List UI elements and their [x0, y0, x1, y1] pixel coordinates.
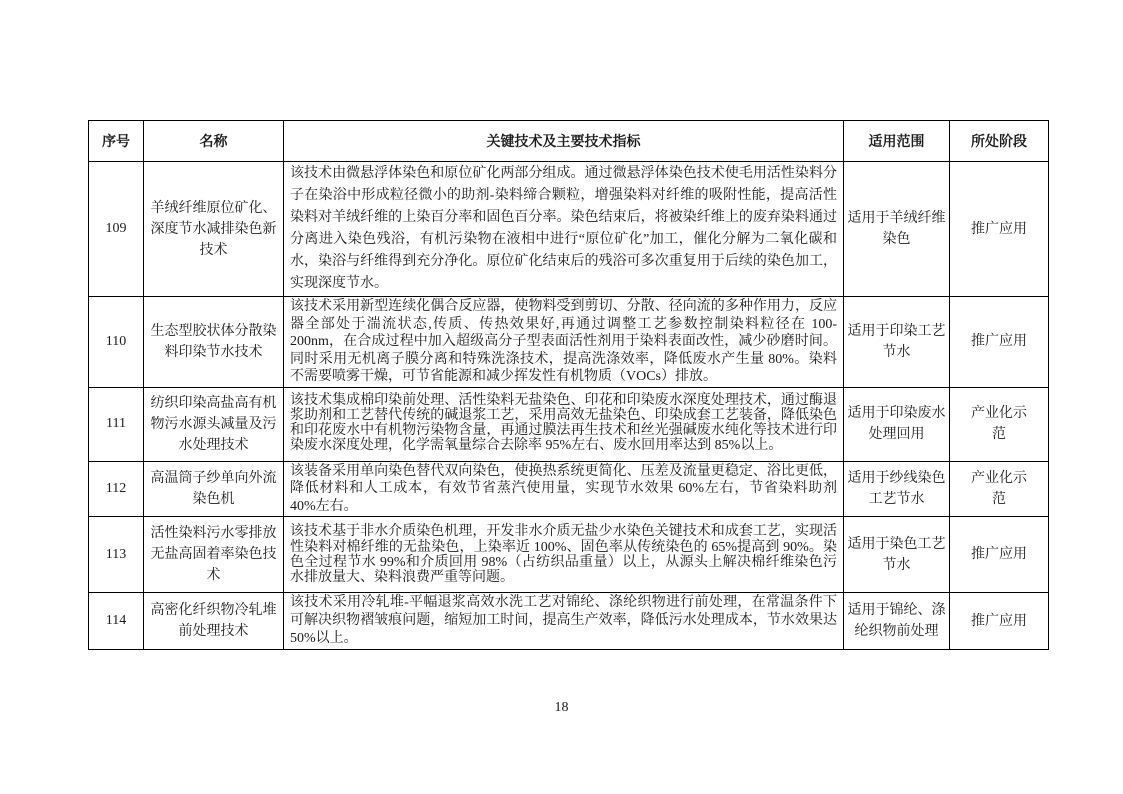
- row-stage-cell: 产业化示范: [950, 461, 1049, 517]
- row-tech-cell: 该技术采用冷轧堆-平幅退浆高效水洗工艺对锦纶、涤纶织物进行前处理，在常温条件下可解决织物褶皱痕问题，缩短加工时间，提高生产效率，降低污水处理成本，节水效果达 50%以上。: [284, 593, 844, 650]
- row-index-cell: 109: [89, 162, 144, 297]
- row-tech-cell: 该技术由微悬浮体染色和原位矿化两部分组成。通过微悬浮体染色技术使毛用活性染料分子在染浴中形成粒径微小的助剂-染料缔合颗粒，增强染料对纤维的吸附性能，提高活性染料对羊绒纤维的上染百分率和固色百分率。染色结束后，将被染纤维上的废弃染料通过分离进入染色残浴，有机污染物在液相中进行“原位矿化”加工，催化分解为二氧化碳和水，染浴与纤维得到充分净化。原位矿化结束后的残浴可多次重复用于后续的染色加工，实现深度节水。: [284, 162, 844, 297]
- row-name-cell: 羊绒纤维原位矿化、深度节水减排染色新技术: [144, 162, 284, 297]
- row-index-cell: 112: [89, 461, 144, 517]
- table-row: [89, 517, 1049, 593]
- row-scope-cell: 适用于羊绒纤维染色: [844, 162, 950, 297]
- row-scope-cell: 适用于印染工艺节水: [844, 297, 950, 388]
- table-row: [89, 162, 1049, 297]
- row-index-cell: 113: [89, 517, 144, 593]
- row-index-cell: 111: [89, 387, 144, 461]
- row-scope-cell: 适用于印染废水处理回用: [844, 387, 950, 461]
- row-name-cell: 高温筒子纱单向外流染色机: [144, 461, 284, 517]
- row-scope-cell: 适用于染色工艺节水: [844, 517, 950, 593]
- header-col-name: 名称: [144, 121, 284, 162]
- table-header-row: [89, 121, 1049, 162]
- page-number: 18: [554, 700, 569, 715]
- row-stage-cell: 产业化示范: [950, 387, 1049, 461]
- row-tech-cell: 该装备采用单向染色替代双向染色，使换热系统更简化、压差及流量更稳定、浴比更低，降低材料和人工成本，有效节省蒸汽使用量，实现节水效果 60%左右，节省染料助剂 40%左右。: [284, 461, 844, 517]
- header-col-tech: 关键技术及主要技术指标: [284, 121, 844, 162]
- row-stage-cell: 推广应用: [950, 517, 1049, 593]
- row-stage-cell: 推广应用: [950, 593, 1049, 650]
- technology-table: [88, 120, 1049, 650]
- row-index-cell: 110: [89, 297, 144, 388]
- row-scope-cell: 适用于锦纶、涤纶织物前处理: [844, 593, 950, 650]
- row-stage-cell: 推广应用: [950, 162, 1049, 297]
- header-col-stage: 所处阶段: [950, 121, 1049, 162]
- table-row: [89, 461, 1049, 517]
- header-col-index: 序号: [89, 121, 144, 162]
- row-scope-cell: 适用于纱线染色工艺节水: [844, 461, 950, 517]
- row-name-cell: 高密化纤织物冷轧堆前处理技术: [144, 593, 284, 650]
- row-tech-cell: 该技术集成棉印染前处理、活性染料无盐染色、印花和印染废水深度处理技术，通过酶退浆助剂和工艺替代传统的碱退浆工艺，采用高效无盐染色、印染成套工艺装备，降低染色和印花废水中有机物污染物含量，再通过膜法再生技术和丝光强碱废水纯化等技术进行印染废水深度处理，化学需氧量综合去除率 95%左右、废水回用率达到 85%以上。: [284, 387, 844, 461]
- row-tech-cell: 该技术基于非水介质染色机理，开发非水介质无盐少水染色关键技术和成套工艺，实现活性染料对棉纤维的无盐染色，上染率近 100%、固色率从传统染色的 65%提高到 90%。染色全过程节水 99%和介质回用 98%（占纺织品重量）以上，从源头上解决棉纤维染色污水排放量大、染料浪费严重等问题。: [284, 517, 844, 593]
- row-tech-cell: 该技术采用新型连续化偶合反应器，使物料受到剪切、分散、径向流的多种作用力，反应器全部处于湍流状态,传质、传热效果好,再通过调整工艺参数控制染料粒径在 100-200nm，在合成过程中加入超级高分子型表面活性剂用于染料表面改性，减少砂磨时间。同时采用无机离子膜分离和特殊洗涤技术，提高洗涤效率，降低废水产生量 80%。染料不需要喷雾干燥，可节省能源和减少挥发性有机物质（VOCs）排放。: [284, 297, 844, 388]
- row-name-cell: 生态型胶状体分散染料印染节水技术: [144, 297, 284, 388]
- row-stage-cell: 推广应用: [950, 297, 1049, 388]
- table-row: [89, 387, 1049, 461]
- row-name-cell: 活性染料污水零排放无盐高固着率染色技术: [144, 517, 284, 593]
- table-row: [89, 593, 1049, 650]
- table-row: [89, 297, 1049, 388]
- row-name-cell: 纺织印染高盐高有机物污水源头减量及污水处理技术: [144, 387, 284, 461]
- header-col-scope: 适用范围: [844, 121, 950, 162]
- row-index-cell: 114: [89, 593, 144, 650]
